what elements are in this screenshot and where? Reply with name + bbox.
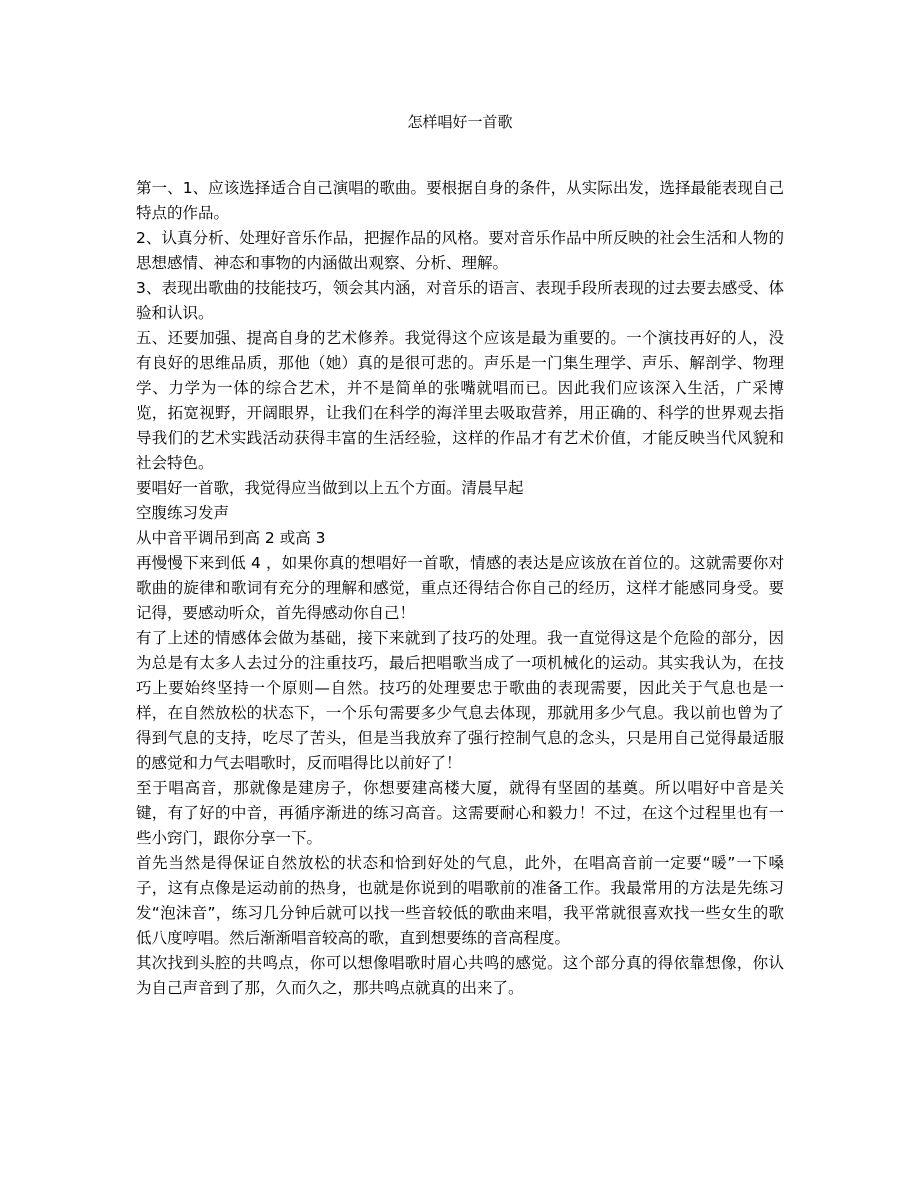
- paragraph: 首先当然是得保证自然放松的状态和恰到好处的气息，此外，在唱高音前一定要“暖”一下嗓子，这有点像是运动前的热身，也就是你说到的唱歌前的准备工作。我最常用的方法是先练习发“泡沫音”，练习几分钟后就可以找一些音较低的歌曲来唱，我平常就很喜欢找一些女生的歌低八度哼唱。然后渐渐唱音较高的歌，直到想要练的音高程度。: [136, 854, 784, 947]
- document-title: 怎样唱好一首歌: [407, 113, 513, 131]
- paragraph: 从中音平调吊到高 2 或高 3: [136, 529, 326, 547]
- paragraph: 要唱好一首歌，我觉得应当做到以上五个方面。清晨早起: [136, 479, 524, 497]
- paragraph: 2、认真分析、处理好音乐作品，把握作品的风格。要对音乐作品中所反映的社会生活和人物的思想感情、神态和事物的内涵做出观察、分析、理解。: [136, 229, 784, 272]
- paragraph: 至于唱高音，那就像是建房子，你想要建高楼大厦，就得有坚固的基奠。所以唱好中音是关键，有了好的中音，再循序渐进的练习高音。这需要耐心和毅力！不过，在这个过程里也有一些小窍门，跟你分享一下。: [136, 779, 784, 847]
- paragraph: 空腹练习发声: [136, 504, 230, 522]
- paragraph: 有了上述的情感体会做为基础，接下来就到了技巧的处理。我一直觉得这是个危险的部分，因为总是有太多人去过分的注重技巧，最后把唱歌当成了一项机械化的运动。其实我认为，在技巧上要始终坚持一个原则—自然。技巧的处理要忠于歌曲的表现需要，因此关于气息也是一样，在自然放松的状态下，一个乐句需要多少气息去体现，那就用多少气息。我以前也曾为了得到气息的支持，吃尽了苦头，但是当我放弃了强行控制气息的念头，只是用自己觉得最适服的感觉和力气去唱歌时，反而唱得比以前好了！: [136, 629, 784, 772]
- document-body: [136, 176, 784, 1001]
- paragraph: 3、表现出歌曲的技能技巧，领会其内涵，对音乐的语言、表现手段所表现的过去要去感受、体验和认识。: [136, 279, 784, 322]
- paragraph: 第一、1、应该选择适合自己演唱的歌曲。要根据自身的条件，从实际出发，选择最能表现自己特点的作品。: [136, 179, 784, 222]
- paragraph: 其次找到头腔的共鸣点，你可以想像唱歌时眉心共鸣的感觉。这个部分真的得依靠想像，你认为自己声音到了那，久而久之，那共鸣点就真的出来了。: [136, 954, 784, 997]
- paragraph: 五、还要加强、提高自身的艺术修养。我觉得这个应该是最为重要的。一个演技再好的人，没有良好的思维品质，那他（她）真的是很可悲的。声乐是一门集生理学、声乐、解剖学、物理学、力学为一体的综合艺术，并不是简单的张嘴就唱而已。因此我们应该深入生活，广采博览，拓宽视野，开阔眼界，让我们在科学的海洋里去吸取营养，用正确的、科学的世界观去指导我们的艺术实践活动获得丰富的生活经验，这样的作品才有艺术价值，才能反映当代风貌和社会特色。: [136, 329, 784, 472]
- paragraph: 再慢慢下来到低 4 ，如果你真的想唱好一首歌，情感的表达是应该放在首位的。这就需要你对歌曲的旋律和歌词有充分的理解和感觉，重点还得结合你自己的经历，这样才能感同身受。要记得，要感动听众，首先得感动你自己！: [136, 554, 784, 622]
